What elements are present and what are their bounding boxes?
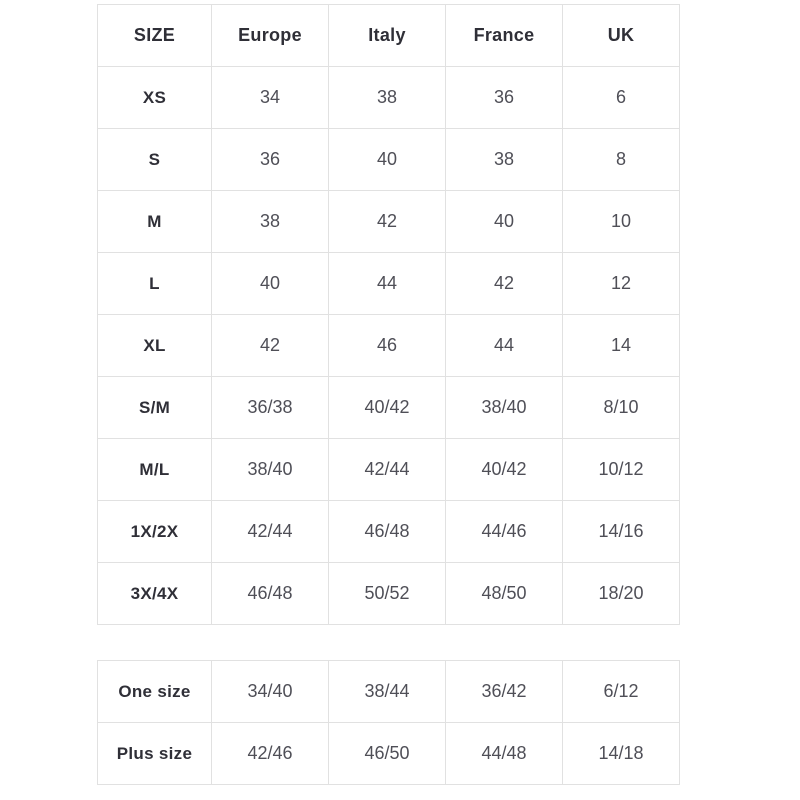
europe-value-cell: 42/46 xyxy=(212,723,329,785)
italy-value-cell: 42 xyxy=(329,191,446,253)
uk-value-cell: 18/20 xyxy=(563,563,680,625)
table-row-xs xyxy=(98,67,680,129)
italy-value-cell: 38/44 xyxy=(329,661,446,723)
europe-value-cell: 38 xyxy=(212,191,329,253)
size-label-cell: S xyxy=(98,129,212,191)
size-label-cell: L xyxy=(98,253,212,315)
size-label-cell: M/L xyxy=(98,439,212,501)
france-value-cell: 38/40 xyxy=(446,377,563,439)
special-sizes-table xyxy=(97,660,680,785)
uk-value-cell: 10 xyxy=(563,191,680,253)
table-row-plus-size xyxy=(98,723,680,785)
column-header-size: SIZE xyxy=(98,5,212,67)
size-label-cell: M xyxy=(98,191,212,253)
france-value-cell: 36/42 xyxy=(446,661,563,723)
europe-value-cell: 34 xyxy=(212,67,329,129)
italy-value-cell: 40 xyxy=(329,129,446,191)
size-label-cell: XS xyxy=(98,67,212,129)
europe-value-cell: 36 xyxy=(212,129,329,191)
uk-value-cell: 6/12 xyxy=(563,661,680,723)
france-value-cell: 48/50 xyxy=(446,563,563,625)
france-value-cell: 38 xyxy=(446,129,563,191)
europe-value-cell: 36/38 xyxy=(212,377,329,439)
uk-value-cell: 14/16 xyxy=(563,501,680,563)
size-label-cell: S/M xyxy=(98,377,212,439)
uk-value-cell: 14 xyxy=(563,315,680,377)
europe-value-cell: 38/40 xyxy=(212,439,329,501)
size-label-cell: One size xyxy=(98,661,212,723)
table-row-one-size xyxy=(98,661,680,723)
france-value-cell: 40/42 xyxy=(446,439,563,501)
france-value-cell: 40 xyxy=(446,191,563,253)
table-row-s-m xyxy=(98,377,680,439)
table-row-xl xyxy=(98,315,680,377)
uk-value-cell: 10/12 xyxy=(563,439,680,501)
table-row-m-l xyxy=(98,439,680,501)
column-header-europe: Europe xyxy=(212,5,329,67)
size-label-cell: 3X/4X xyxy=(98,563,212,625)
italy-value-cell: 46/50 xyxy=(329,723,446,785)
france-value-cell: 36 xyxy=(446,67,563,129)
italy-value-cell: 42/44 xyxy=(329,439,446,501)
size-label-cell: 1X/2X xyxy=(98,501,212,563)
france-value-cell: 44 xyxy=(446,315,563,377)
uk-value-cell: 12 xyxy=(563,253,680,315)
italy-value-cell: 40/42 xyxy=(329,377,446,439)
table-row-l xyxy=(98,253,680,315)
france-value-cell: 44/48 xyxy=(446,723,563,785)
table-row-1x-2x xyxy=(98,501,680,563)
europe-value-cell: 42/44 xyxy=(212,501,329,563)
france-value-cell: 44/46 xyxy=(446,501,563,563)
uk-value-cell: 8/10 xyxy=(563,377,680,439)
uk-value-cell: 6 xyxy=(563,67,680,129)
europe-value-cell: 42 xyxy=(212,315,329,377)
uk-value-cell: 14/18 xyxy=(563,723,680,785)
italy-value-cell: 44 xyxy=(329,253,446,315)
table-row-3x-4x xyxy=(98,563,680,625)
france-value-cell: 42 xyxy=(446,253,563,315)
italy-value-cell: 46/48 xyxy=(329,501,446,563)
europe-value-cell: 34/40 xyxy=(212,661,329,723)
italy-value-cell: 46 xyxy=(329,315,446,377)
uk-value-cell: 8 xyxy=(563,129,680,191)
europe-value-cell: 46/48 xyxy=(212,563,329,625)
table-row-m xyxy=(98,191,680,253)
italy-value-cell: 38 xyxy=(329,67,446,129)
header-row xyxy=(98,5,680,67)
table-row-s xyxy=(98,129,680,191)
italy-value-cell: 50/52 xyxy=(329,563,446,625)
europe-value-cell: 40 xyxy=(212,253,329,315)
column-header-france: France xyxy=(446,5,563,67)
size-label-cell: Plus size xyxy=(98,723,212,785)
column-header-uk: UK xyxy=(563,5,680,67)
size-label-cell: XL xyxy=(98,315,212,377)
size-conversion-table xyxy=(97,4,680,625)
column-header-italy: Italy xyxy=(329,5,446,67)
